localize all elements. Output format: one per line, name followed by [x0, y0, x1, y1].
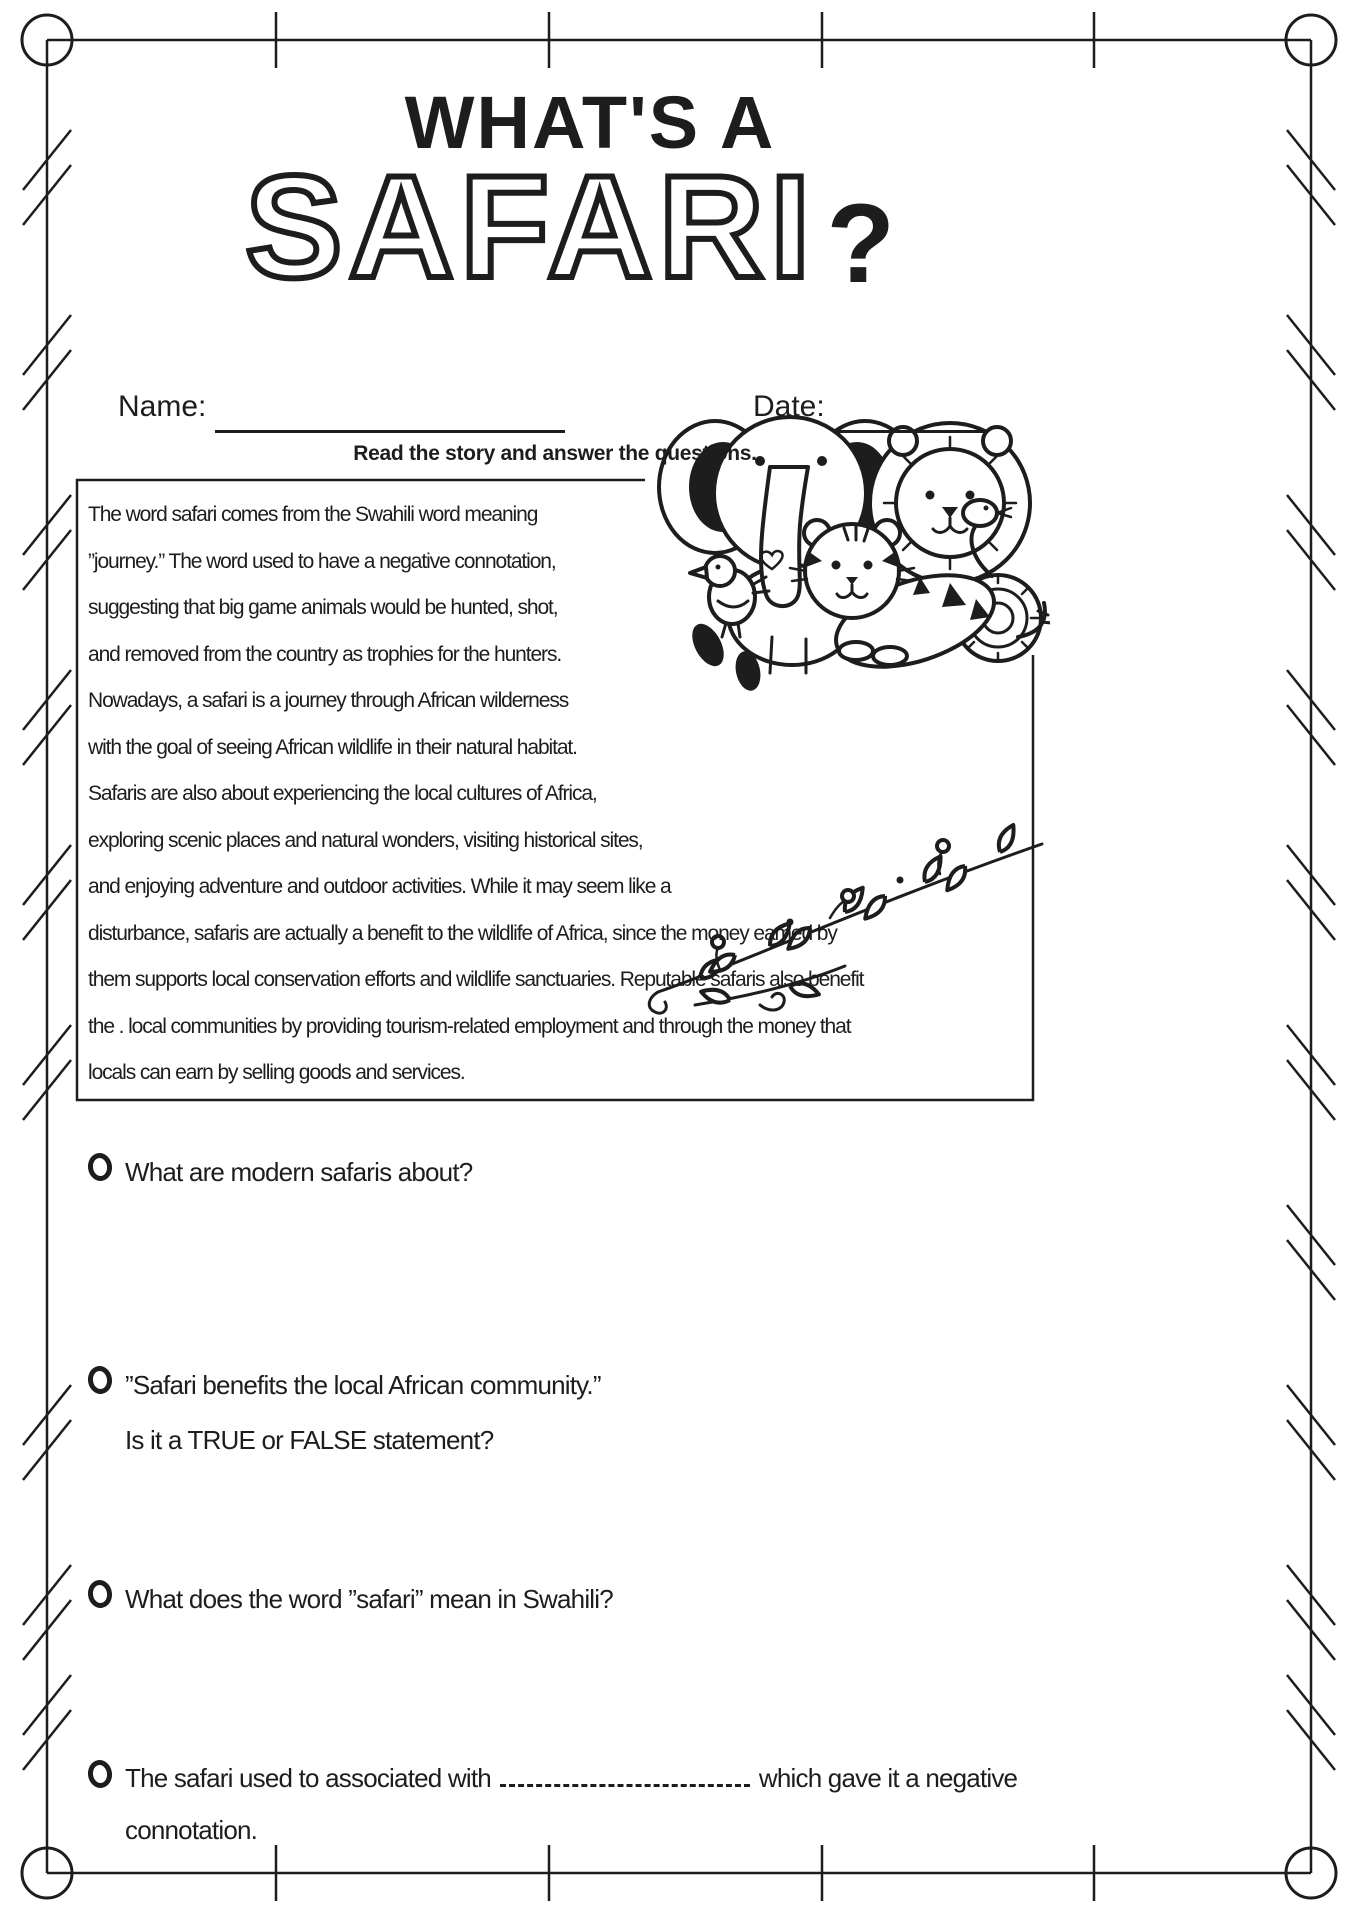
question-4	[88, 1752, 1017, 1856]
title-line-1: WHAT'S A	[404, 81, 776, 164]
question-4-text-line-2: connotation.	[125, 1815, 258, 1845]
story-line: and enjoying adventure and outdoor activities. While it may seem like a	[88, 875, 671, 898]
question-bullet-icon	[86, 1578, 114, 1609]
story-line: and removed from the country as trophies for the hunters.	[88, 642, 562, 666]
question-2-text-line-1: ”Safari benefits the local African community.”	[125, 1370, 601, 1400]
question-2	[88, 1358, 601, 1468]
story-line: ”journey.” The word used to have a negative connotation,	[88, 549, 556, 573]
story-text	[88, 492, 1048, 1097]
title-question-mark: ?	[826, 181, 895, 306]
question-1	[88, 1145, 472, 1200]
date-blank-line[interactable]	[833, 430, 985, 433]
question-3	[88, 1572, 613, 1627]
name-blank-line[interactable]	[215, 430, 565, 433]
story-line: Nowadays, a safari is a journey through African wilderness	[88, 689, 569, 712]
question-4-pre-text: The safari used to associated with	[125, 1763, 491, 1793]
story-line: exploring scenic places and natural wonders, visiting historical sites,	[88, 828, 643, 852]
story-line: the . local communities by providing tourism-related employment and through the money that	[88, 1014, 851, 1038]
question-4-text-line-1	[125, 1752, 1017, 1804]
question-2-text-line-2: Is it a TRUE or FALSE statement?	[125, 1425, 494, 1455]
name-label: Name:	[118, 390, 207, 423]
question-bullet-icon	[86, 1364, 114, 1395]
story-line: locals can earn by selling goods and services.	[88, 1061, 465, 1084]
story-line: disturbance, safaris are actually a benefit to the wildlife of Africa, since the money eamed by	[88, 921, 837, 945]
question-3-text: What does the word ”safari” mean in Swahili?	[125, 1584, 613, 1614]
question-bullet-icon	[86, 1758, 114, 1789]
date-label: Date:	[753, 390, 825, 423]
question-4-post-text: which gave it a negative	[758, 1763, 1018, 1793]
story-line: with the goal of seeing African wildlife in their natural habitat.	[88, 735, 577, 759]
question-bullet-icon	[86, 1151, 114, 1182]
answer-blank[interactable]	[500, 1764, 750, 1787]
story-line: them supports local conservation efforts and wildlife sanctuaries. Reputable safaris also benefit	[88, 968, 864, 991]
instruction-text: Read the story and answer the questions.	[353, 442, 757, 465]
question-1-text: What are modern safaris about?	[125, 1157, 473, 1187]
title-line-2	[40, 145, 1100, 308]
story-line: suggesting that big game animals would be hunted, shot,	[88, 596, 558, 619]
story-line: The word safari comes from the Swahili word meaning	[88, 503, 538, 526]
title-safari-bubble-text: SAFARI	[245, 145, 817, 308]
story-line: Safaris are also about experiencing the local cultures of Africa,	[88, 782, 597, 805]
